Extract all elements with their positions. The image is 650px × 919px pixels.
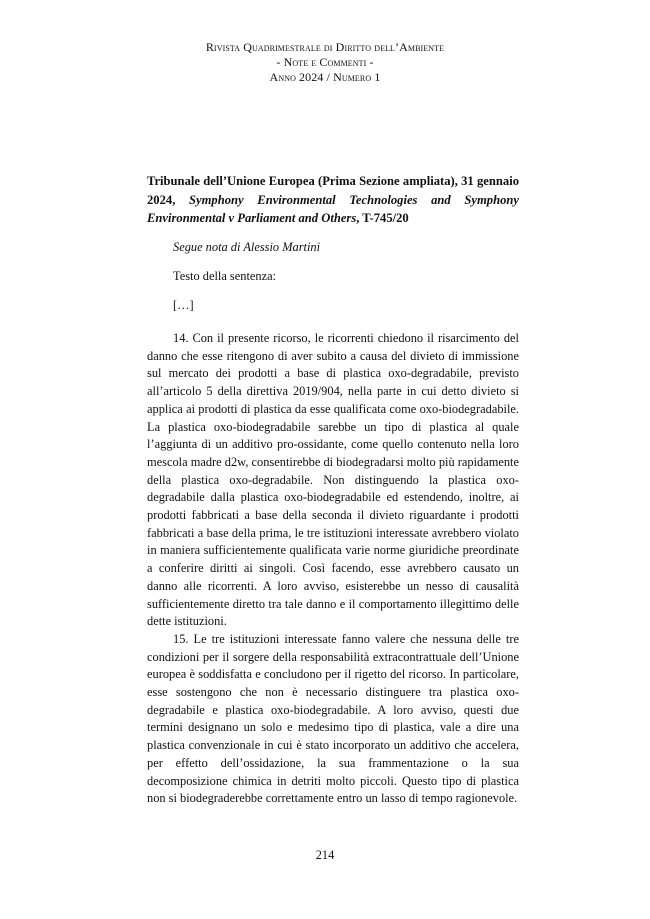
case-parties: Symphony Environmental Technologies and Symphony Environmental v Parliament and Others (147, 192, 519, 226)
journal-header (0, 40, 650, 85)
case-number: , T-745/20 (356, 211, 409, 226)
note-author: Segue nota di Alessio Martini (173, 240, 321, 254)
case-court: Tribunale dell’Unione Europea (Prima Sezione ampliata), 31 gennaio 2024, (147, 174, 519, 207)
paragraph-14: 14. Con il presente ricorso, le ricorrenti chiedono il risarcimento del danno che esse ritengono di aver subito a causa del divieto di immissione sul mercato dei prodotti a base di plastica oxo-degradabile, previsto all’articolo 5 della direttiva 2019/904, nella parte in cui detto divieto si applica ai prodotti di plastica da esse qualificata come oxo-biodegradabile. La plastica oxo-biodegradabile sarebbe un tipo di plastica al quale l’aggiunta di un additivo pro-ossidante, come quello contenuto nella loro mescola madre d2w, consentirebbe di biodegradarsi molto più rapidamente della plastica oxo-degradabile. Non distinguendo la plastica oxo-degradabile dalla plastica oxo-biodegradabile ed estendendo, inoltre, ai prodotti fabbricati a base della seconda il divieto riguardante i prodotti fabbricati a base della prima, le tre istituzioni interessate avrebbero violato in maniera sufficientemente qualificata varie norme giuridiche preordinate a conferire diritti ai singoli. Così facendo, esse avrebbero causato un danno alle ricorrenti. A loro avviso, esisterebbe un nesso di causalità sufficientemente diretto tra tale danno e il comportamento illegittimo delle dette istituzioni. (147, 331, 519, 629)
page-number: 214 (315, 848, 335, 862)
paragraph-15: 15. Le tre istituzioni interessate fanno valere che nessuna delle tre condizioni per il sorgere della responsabilità extracontrattuale dell’Unione europea è soddisfatta e concludono per il rigetto del ricorso. In particolare, esse sostengono che non è necessario distinguere tra plastica oxo-degradabile e plastica oxo-biodegradabile. A loro avviso, questi due termini designano un solo e medesimo tipo di plastica, vale a dire una plastica convenzionale in cui è stato incorporato un additivo che accelera, per effetto dell’ossidazione, la sua frammentazione o la sua decomposizione chimica in detriti molto piccoli. Questo tipo di plastica non si biodegraderebbe correttamente entro un lasso di tempo ragionevole. (147, 631, 519, 806)
case-title (147, 172, 519, 228)
journal-issue: Anno 2024 / Numero 1 (269, 70, 381, 84)
judgment-body (147, 330, 519, 808)
judgment-text-label: Testo della sentenza: (173, 269, 277, 283)
journal-section: - Note e Commenti - (276, 55, 374, 69)
omission-marker: […] (173, 298, 194, 312)
journal-title: Rivista Quadrimestrale di Diritto dell’Ambiente (205, 40, 445, 54)
